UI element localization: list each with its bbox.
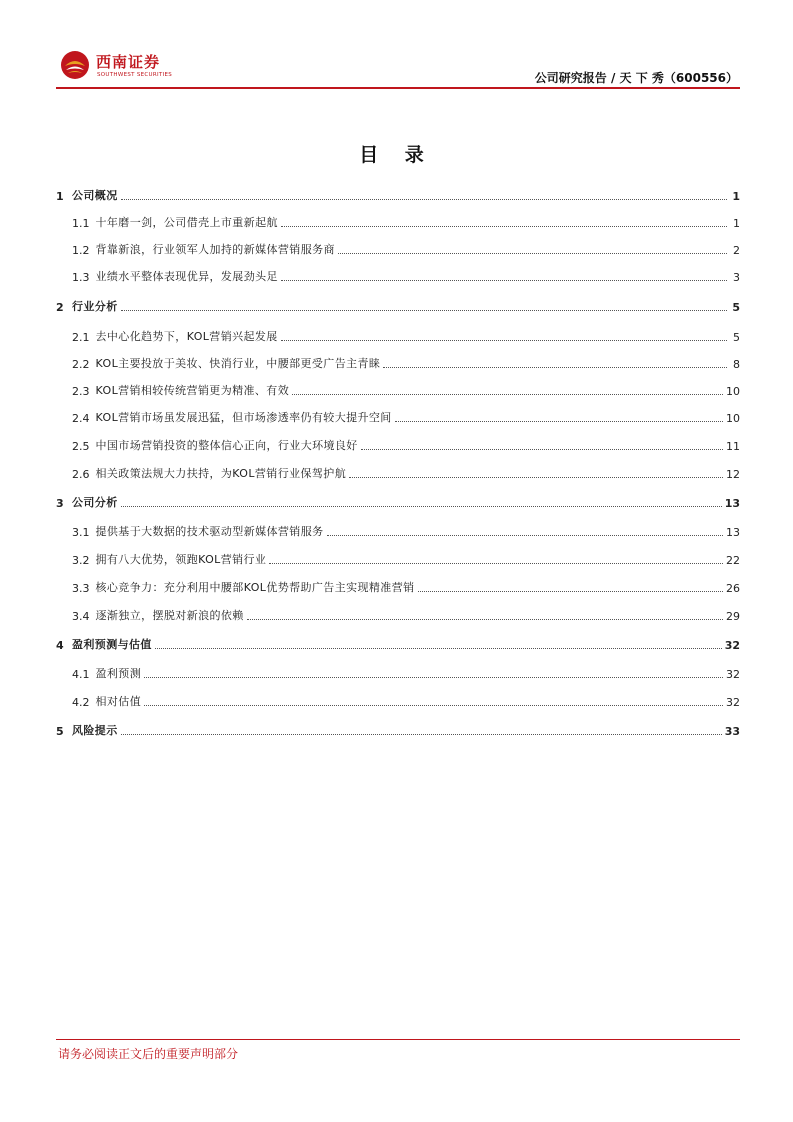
toc-entry-2-1[interactable] (56, 324, 740, 344)
toc-dot-leader (292, 393, 723, 395)
toc-dot-leader (349, 476, 723, 478)
toc-entry-number: 1 (56, 190, 64, 203)
toc-entry-page: 8 (733, 358, 740, 371)
logo-chinese-name: 西南证券 (96, 53, 161, 71)
toc-entry-page: 12 (726, 468, 740, 481)
toc-entry-2-2[interactable] (56, 351, 740, 371)
toc-entry-page: 10 (726, 385, 740, 398)
logo-emblem-icon (60, 50, 90, 80)
toc-entry-number: 1.3 (72, 271, 90, 284)
toc-entry-label: 风险提示 (72, 724, 118, 737)
toc-entry-label: 核心竞争力：充分利用中腰部KOL优势帮助广告主实现精准营销 (95, 581, 415, 594)
toc-entry-3-2[interactable] (56, 547, 740, 567)
toc-entry-4-2[interactable] (56, 689, 740, 709)
toc-entry-3-3[interactable] (56, 575, 740, 595)
toc-entry-number: 2.1 (72, 331, 90, 344)
toc-entry-page: 22 (726, 554, 740, 567)
toc-entry-number: 4.2 (72, 696, 90, 709)
toc-entry-4[interactable] (56, 632, 740, 652)
toc-dot-leader (144, 704, 723, 706)
toc-entry-number: 3 (56, 497, 64, 510)
toc-entry-4-1[interactable] (56, 661, 740, 681)
toc-entry-2-4[interactable] (56, 405, 740, 425)
toc-entry-number: 1.2 (72, 244, 90, 257)
toc-entry-page: 1 (732, 190, 740, 203)
toc-dot-leader (281, 339, 727, 341)
toc-entry-3-4[interactable] (56, 603, 740, 623)
toc-entry-label: 拥有八大优势，领跑KOL营销行业 (95, 553, 267, 566)
page-header (56, 44, 740, 88)
toc-entry-1-3[interactable] (56, 264, 740, 284)
toc-entry-page: 1 (733, 217, 740, 230)
toc-entry-number: 2.4 (72, 412, 90, 425)
toc-dot-leader (383, 366, 727, 368)
toc-entry-page: 32 (724, 639, 740, 652)
toc-entry-page: 5 (732, 301, 740, 314)
toc-dot-leader (121, 505, 722, 507)
toc-entry-label: 中国市场营销投资的整体信心正向，行业大环境良好 (95, 439, 358, 452)
toc-entry-number: 2 (56, 301, 64, 314)
toc-entry-page: 3 (733, 271, 740, 284)
toc-entry-label: 相对估值 (95, 695, 142, 708)
toc-dot-leader (395, 420, 723, 422)
toc-entry-label: 盈利预测 (95, 667, 142, 680)
toc-entry-label: 十年磨一剑，公司借壳上市重新起航 (95, 216, 278, 229)
toc-dot-leader (418, 590, 724, 592)
toc-entry-label: 行业分析 (72, 300, 118, 313)
toc-entry-number: 3.2 (72, 554, 90, 567)
toc-entry-number: 2.3 (72, 385, 90, 398)
toc-title: 目 录 (359, 144, 434, 166)
toc-entry-number: 4 (56, 639, 64, 652)
toc-entry-number: 3.4 (72, 610, 90, 623)
toc-entry-number: 1.1 (72, 217, 90, 230)
toc-dot-leader (281, 279, 727, 281)
toc-entry-label: 业绩水平整体表现优异，发展劲头足 (95, 270, 278, 283)
toc-entry-label: 逐渐独立，摆脱对新浪的依赖 (95, 609, 244, 622)
toc-entry-page: 33 (724, 725, 740, 738)
toc-entry-label: KOL营销市场虽发展迅猛，但市场渗透率仍有较大提升空间 (95, 411, 392, 424)
toc-entry-number: 5 (56, 725, 64, 738)
toc-dot-leader (144, 676, 723, 678)
toc-dot-leader (247, 618, 723, 620)
toc-entry-2-3[interactable] (56, 378, 740, 398)
toc-entry-page: 10 (726, 412, 740, 425)
toc-dot-leader (361, 448, 723, 450)
toc-dot-leader (121, 198, 727, 200)
toc-entry-number: 4.1 (72, 668, 90, 681)
toc-entry-2-5[interactable] (56, 433, 740, 453)
toc-entry-label: 盈利预测与估值 (72, 638, 152, 651)
toc-entry-label: 提供基于大数据的技术驱动型新媒体营销服务 (95, 525, 324, 538)
toc-entry-label: KOL营销相较传统营销更为精准、有效 (95, 384, 290, 397)
toc-entry-number: 2.5 (72, 440, 90, 453)
toc-entry-page: 13 (726, 526, 740, 539)
logo-english-name: SOUTHWEST SECURITIES (97, 72, 173, 78)
toc-entry-2-6[interactable] (56, 461, 740, 481)
toc-entry-1-2[interactable] (56, 237, 740, 257)
toc-entry-page: 29 (726, 610, 740, 623)
toc-entry-label: 公司分析 (72, 496, 118, 509)
footer-disclaimer: 请务必阅读正文后的重要声明部分 (58, 1047, 239, 1061)
toc-entry-number: 3.3 (72, 582, 90, 595)
toc-entry-label: 公司概况 (72, 189, 118, 202)
toc-dot-leader (121, 733, 722, 735)
footer-divider (56, 1039, 740, 1040)
toc-entry-label: 背靠新浪，行业领军人加持的新媒体营销服务商 (95, 243, 335, 256)
toc-entry-3-1[interactable] (56, 519, 740, 539)
toc-dot-leader (121, 309, 727, 311)
report-title: 公司研究报告 / 天 下 秀（600556） (534, 71, 738, 85)
toc-entry-page: 26 (726, 582, 740, 595)
toc-entry-2[interactable] (56, 294, 740, 314)
toc-entry-5[interactable] (56, 718, 740, 738)
header-divider (56, 87, 740, 89)
toc-entry-3[interactable] (56, 490, 740, 510)
toc-entry-label: KOL主要投放于美妆、快消行业，中腰部更受广告主青睐 (95, 357, 381, 370)
toc-entry-page: 13 (724, 497, 740, 510)
toc-entry-number: 2.2 (72, 358, 90, 371)
company-logo (60, 50, 180, 84)
toc-entry-1[interactable] (56, 183, 740, 203)
toc-entry-1-1[interactable] (56, 210, 740, 230)
toc-dot-leader (155, 647, 722, 649)
toc-entry-page: 2 (733, 244, 740, 257)
toc-entry-page: 5 (733, 331, 740, 344)
toc-entry-number: 2.6 (72, 468, 90, 481)
toc-entry-page: 32 (726, 668, 740, 681)
toc-entry-number: 3.1 (72, 526, 90, 539)
toc-dot-leader (327, 534, 724, 536)
toc-entry-label: 相关政策法规大力扶持，为KOL营销行业保驾护航 (95, 467, 347, 480)
toc-dot-leader (281, 225, 727, 227)
toc-entry-page: 32 (726, 696, 740, 709)
toc-dot-leader (269, 562, 723, 564)
toc-dot-leader (338, 252, 727, 254)
toc-entry-page: 11 (726, 440, 740, 453)
toc-entry-label: 去中心化趋势下，KOL营销兴起发展 (95, 330, 278, 343)
